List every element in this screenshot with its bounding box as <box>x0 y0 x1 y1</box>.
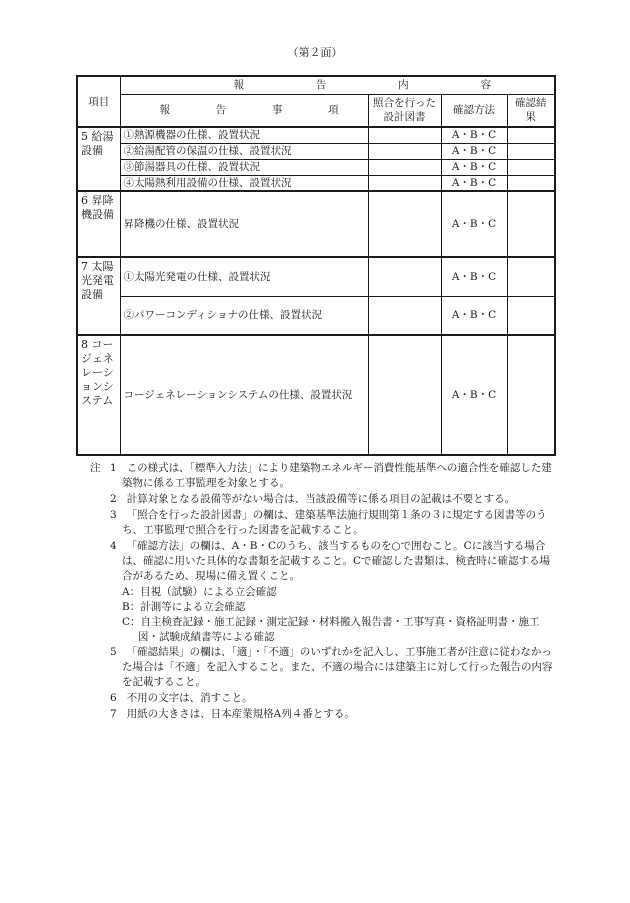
note-item <box>76 707 554 722</box>
note-item <box>76 539 554 584</box>
header-design-docs: 照合を行った設計図書 <box>368 94 441 127</box>
note-item <box>76 691 554 706</box>
category-label: 7 太陽光発電設備 <box>77 257 120 335</box>
row-text: ①太陽光発電の仕様、設置状況 <box>120 257 368 296</box>
method-cell[interactable]: A・B・C <box>441 191 507 257</box>
note-item <box>76 508 554 538</box>
note-text: 「確認結果」の欄は、「適」・「不適」のいずれかを記入し、工事施工者が注意に従わなかった場合は「不適」を記入すること。また、不適の場合には建築主に対して行った報告の内容を記載すること。 <box>122 646 553 688</box>
design-docs-cell[interactable] <box>368 296 441 335</box>
table-row <box>77 159 555 175</box>
note-text: 「確認方法」の欄は、A・B・Cのうち、該当するものを○で囲むこと。Cに該当する場合は、確認に用いた具体的な書類を記載すること。Cで確認した書類は、検査時に確認する場合があるため、現場に備え置くこと。 <box>122 540 551 582</box>
row-text: コージェネレーションシステムの仕様、設置状況 <box>120 335 368 455</box>
row-text: ②パワーコンディショナの仕様、設置状況 <box>120 296 368 335</box>
header-row-2 <box>77 94 555 127</box>
design-docs-cell[interactable] <box>368 143 441 159</box>
header-result: 確認結果 <box>507 94 555 127</box>
header-char: 項 <box>327 104 339 117</box>
header-char: 報 <box>233 79 244 92</box>
header-char: 事 <box>271 104 283 117</box>
result-cell[interactable] <box>507 143 555 159</box>
method-legend-b: B：計測等による立会確認 <box>122 601 246 613</box>
table-row <box>77 191 555 257</box>
note-item <box>76 645 554 690</box>
result-cell[interactable] <box>507 191 555 257</box>
method-cell[interactable]: A・B・C <box>441 143 507 159</box>
note-text: 「照合を行った設計図書」の欄は、建築基準法施行規則第１条の３に規定する図書等のうち、工事監理で照合を行った図書を記載すること。 <box>122 509 547 536</box>
report-table <box>76 75 556 456</box>
notes-label: 注 <box>90 462 101 474</box>
result-cell[interactable] <box>507 335 555 455</box>
note-text: 不用の文字は、消すこと。 <box>126 692 253 704</box>
design-docs-cell[interactable] <box>368 175 441 191</box>
method-cell[interactable]: A・B・C <box>441 175 507 191</box>
header-char: 容 <box>480 79 491 92</box>
row-text: ①熱源機器の仕様、設置状況 <box>120 127 368 143</box>
method-cell[interactable]: A・B・C <box>441 127 507 143</box>
header-char: 告 <box>215 104 227 117</box>
note-number: 7 <box>110 708 117 720</box>
result-cell[interactable] <box>507 257 555 296</box>
method-legend <box>76 585 554 645</box>
note-text: 用紙の大きさは、日本産業規格A列４番とする。 <box>126 708 355 720</box>
header-method: 確認方法 <box>441 94 507 127</box>
design-docs-cell[interactable] <box>368 127 441 143</box>
table-row <box>77 257 555 296</box>
note-text: 計算対象となる設備等がない場合は、当該設備等に係る項目の記載は不要とする。 <box>126 493 516 505</box>
result-cell[interactable] <box>507 296 555 335</box>
result-cell[interactable] <box>507 159 555 175</box>
table-row <box>77 143 555 159</box>
table-row <box>77 127 555 143</box>
design-docs-cell[interactable] <box>368 159 441 175</box>
category-label: 5 給湯設備 <box>77 127 120 191</box>
table-row <box>77 175 555 191</box>
result-cell[interactable] <box>507 175 555 191</box>
method-cell[interactable]: A・B・C <box>441 296 507 335</box>
category-label: 8 コージェネレーションシステム <box>77 335 120 455</box>
design-docs-cell[interactable] <box>368 257 441 296</box>
method-cell[interactable]: A・B・C <box>441 257 507 296</box>
note-number: 6 <box>110 692 117 704</box>
design-docs-cell[interactable] <box>368 191 441 257</box>
header-char: 内 <box>398 79 409 92</box>
row-text: 昇降機の仕様、設置状況 <box>120 191 368 257</box>
method-cell[interactable]: A・B・C <box>441 335 507 455</box>
note-item <box>76 492 554 507</box>
note-number: 1 <box>110 462 117 474</box>
note-number: 2 <box>110 493 117 505</box>
notes-section <box>76 461 554 723</box>
row-text: ④太陽熱利用設備の仕様、設置状況 <box>120 175 368 191</box>
header-item: 項目 <box>77 76 120 127</box>
category-label: 6 昇降機設備 <box>77 191 120 257</box>
note-text: この様式は、「標準入力法」により建築物エネルギー消費性能基準への適合性を確認した建築物に係る工事監理を対象とする。 <box>122 462 552 489</box>
row-text: ②給湯配管の保温の仕様、設置状況 <box>120 143 368 159</box>
note-item <box>76 461 554 491</box>
header-char: 報 <box>159 104 170 117</box>
table-row <box>77 335 555 455</box>
row-text: ③節湯器具の仕様、設置状況 <box>120 159 368 175</box>
note-number: 3 <box>110 509 117 521</box>
table-row <box>77 296 555 335</box>
note-number: 5 <box>110 646 117 658</box>
method-legend-a: A：目視（試験）による立会確認 <box>122 586 277 598</box>
note-number: 4 <box>110 540 117 552</box>
design-docs-cell[interactable] <box>368 335 441 455</box>
method-legend-c: C：自主検査記録・施工記録・測定記録・材料搬入報告書・工事写真・資格証明書・施工図・試験成績書等による確認 <box>122 616 540 643</box>
header-report-content <box>120 76 555 94</box>
header-char: 告 <box>315 79 327 92</box>
result-cell[interactable] <box>507 127 555 143</box>
header-report-items <box>120 94 368 127</box>
header-row-1 <box>77 76 555 94</box>
method-cell[interactable]: A・B・C <box>441 159 507 175</box>
page-title: （第２面） <box>287 46 343 59</box>
